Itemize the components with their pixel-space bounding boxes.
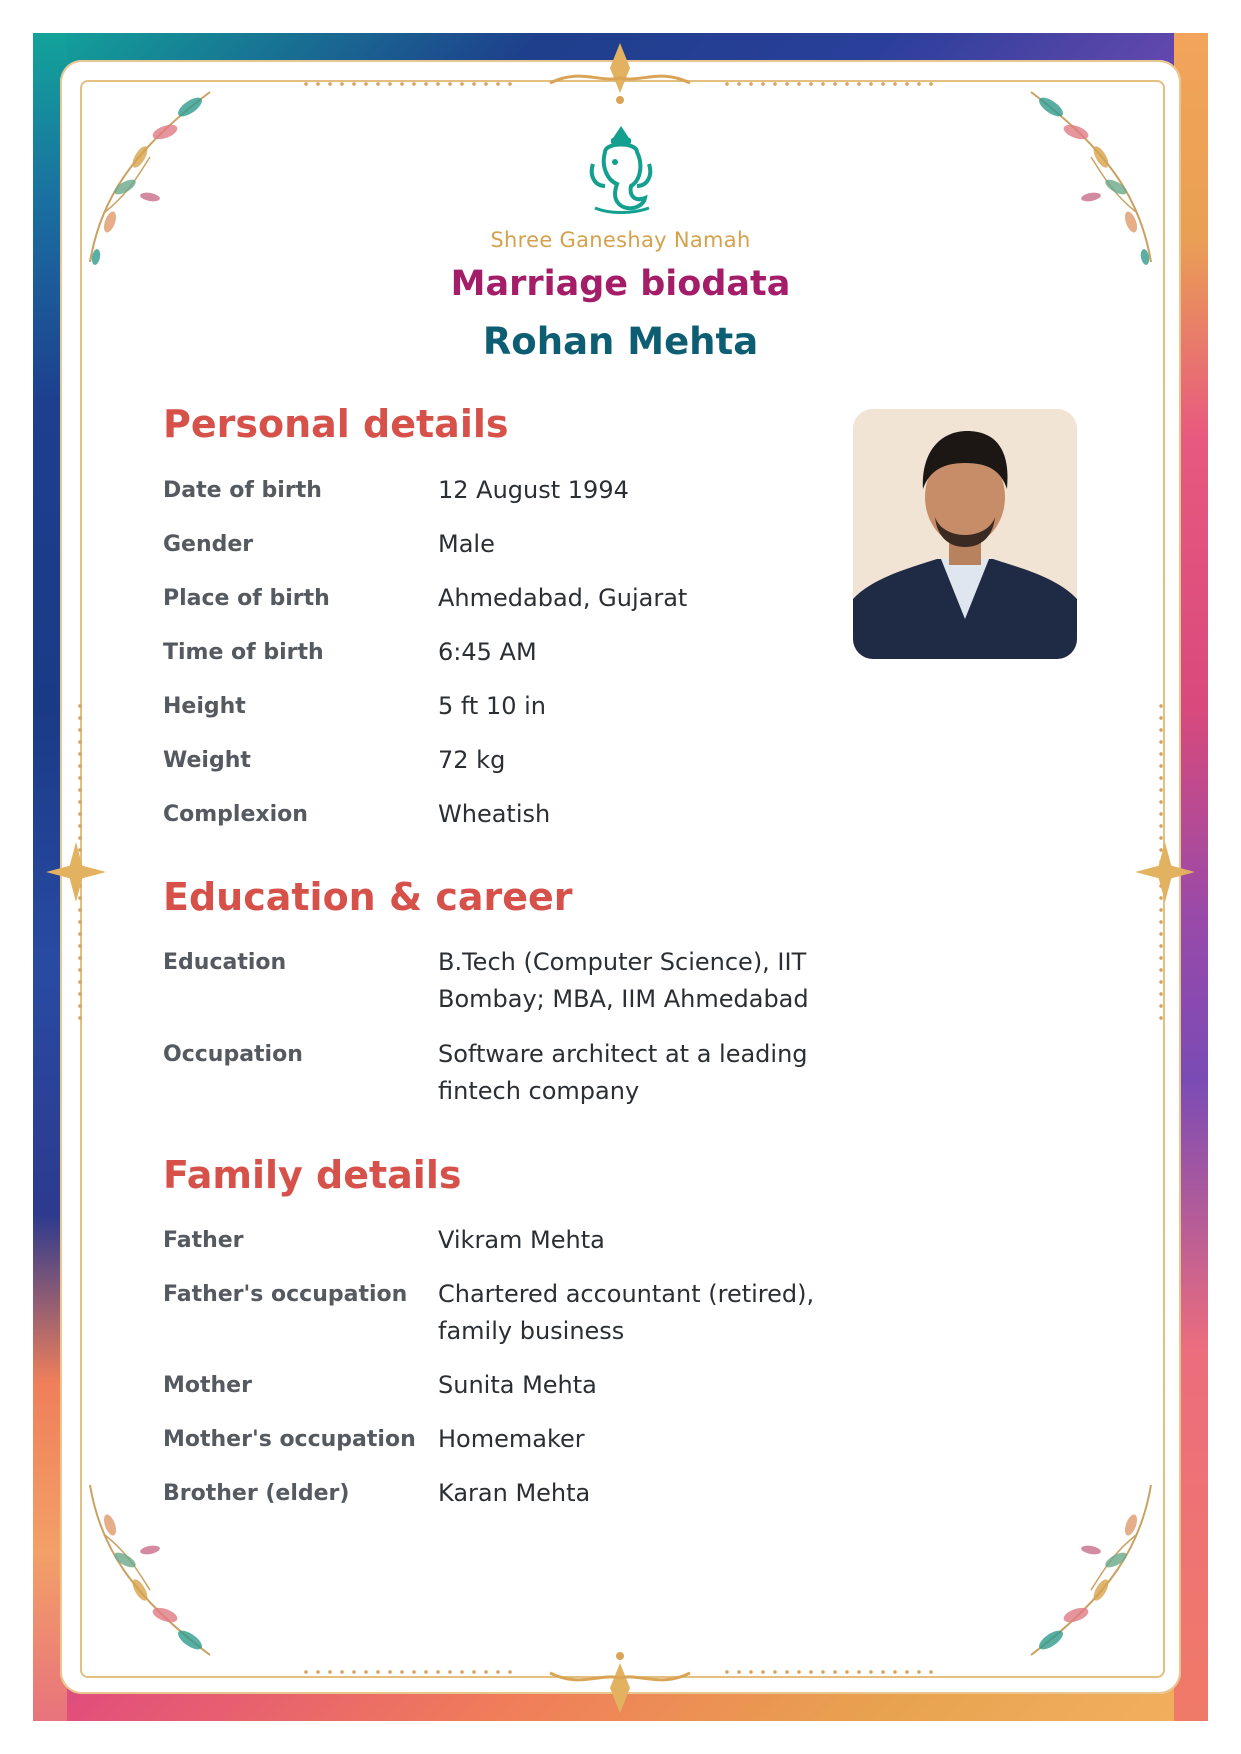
detail-value: Wheatish [438, 800, 551, 828]
frame-dots-top-right [721, 82, 941, 86]
detail-value: Homemaker [438, 1425, 585, 1453]
detail-value: Male [438, 530, 495, 558]
detail-label: Father's occupation [163, 1282, 408, 1307]
detail-label: Time of birth [163, 640, 324, 665]
detail-label: Occupation [163, 1042, 303, 1067]
page-title: Marriage biodata [450, 264, 791, 304]
detail-label: Father [163, 1228, 244, 1253]
detail-label: Place of birth [163, 586, 330, 611]
profile-photo [853, 409, 1077, 659]
ornament-bottom-center-icon [540, 1648, 700, 1718]
frame-dots-bottom-left [300, 1670, 520, 1674]
detail-value: Ahmedabad, Gujarat [438, 584, 688, 612]
detail-label: Mother's occupation [163, 1427, 416, 1452]
detail-value: 5 ft 10 in [438, 692, 547, 720]
floral-corner-bottom-right-icon [1021, 1475, 1171, 1685]
ornament-top-center-icon [540, 38, 700, 108]
detail-label: Height [163, 694, 246, 719]
detail-value: 6:45 AM [438, 638, 537, 666]
floral-corner-bottom-left-icon [70, 1475, 220, 1685]
detail-label: Weight [163, 748, 251, 773]
detail-label: Date of birth [163, 478, 322, 503]
detail-value: Software architect at a leading fintech company [438, 1040, 808, 1105]
ornament-left-mid-icon [44, 840, 108, 904]
detail-value: Sunita Mehta [438, 1371, 597, 1399]
detail-label: Brother (elder) [163, 1481, 350, 1506]
detail-label: Gender [163, 532, 254, 557]
detail-value: Vikram Mehta [438, 1226, 605, 1254]
blessing-text: Shree Ganeshay Namah [490, 228, 751, 252]
section-title-family: Family details [163, 1153, 462, 1197]
frame-dots-bottom-right [721, 1670, 941, 1674]
detail-label: Complexion [163, 802, 308, 827]
detail-label: Education [163, 950, 287, 975]
detail-value: Karan Mehta [438, 1479, 591, 1507]
section-title-personal: Personal details [163, 402, 509, 446]
section-title-career: Education & career [163, 875, 573, 919]
detail-value: Chartered accountant (retired), family business [438, 1280, 815, 1345]
ganesha-icon [585, 124, 657, 216]
detail-value: 12 August 1994 [438, 476, 629, 504]
candidate-name: Rohan Mehta [482, 320, 759, 363]
person-photo-icon [853, 409, 1077, 659]
detail-value: B.Tech (Computer Science), IIT Bombay; MBA, IIM Ahmedabad [438, 948, 809, 1013]
detail-label: Mother [163, 1373, 252, 1398]
ornament-right-mid-icon [1133, 840, 1197, 904]
detail-value: 72 kg [438, 746, 506, 774]
frame-dots-top-left [300, 82, 520, 86]
